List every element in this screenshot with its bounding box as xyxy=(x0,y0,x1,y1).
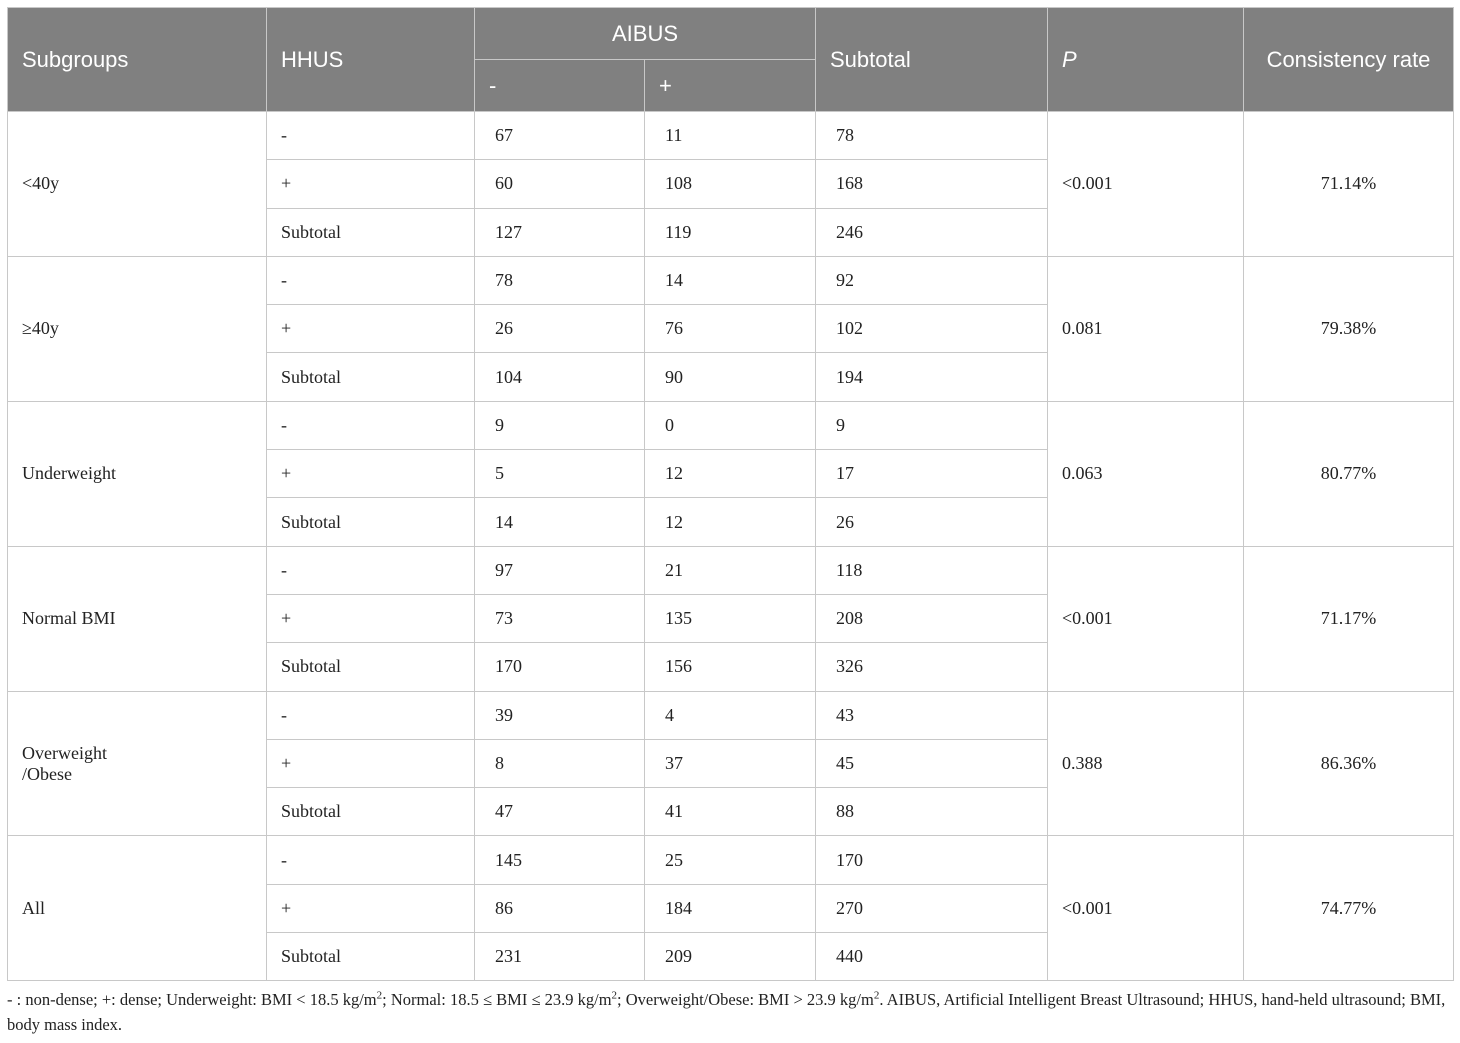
subtotal-cell: 45 xyxy=(816,739,1048,787)
aibus-pos-cell: 0 xyxy=(645,401,816,449)
aibus-neg-cell: 67 xyxy=(475,112,645,160)
consistency-rate-cell: 71.17% xyxy=(1244,546,1454,691)
hhus-cell: Subtotal xyxy=(267,208,475,256)
aibus-neg-cell: 170 xyxy=(475,643,645,691)
aibus-pos-cell: 184 xyxy=(645,884,816,932)
hhus-cell: - xyxy=(267,256,475,304)
hhus-cell: Subtotal xyxy=(267,498,475,546)
header-aibus-negative: - xyxy=(475,60,645,112)
aibus-neg-cell: 127 xyxy=(475,208,645,256)
table-footnote xyxy=(7,987,1453,1037)
subtotal-cell: 88 xyxy=(816,788,1048,836)
subgroup-label: Underweight xyxy=(8,401,267,546)
aibus-pos-cell: 12 xyxy=(645,450,816,498)
subtotal-cell: 246 xyxy=(816,208,1048,256)
hhus-cell: + xyxy=(267,160,475,208)
subtotal-cell: 118 xyxy=(816,546,1048,594)
subtotal-cell: 270 xyxy=(816,884,1048,932)
subgroup-label-line2: /Obese xyxy=(22,763,72,784)
header-aibus: AIBUS xyxy=(475,8,816,60)
p-value-cell: 0.063 xyxy=(1048,401,1244,546)
aibus-neg-cell: 73 xyxy=(475,594,645,642)
aibus-pos-cell: 156 xyxy=(645,643,816,691)
footnote-part1: - : non-dense; +: dense; Underweight: BMI < 18.5 kg/m xyxy=(7,990,377,1009)
subtotal-cell: 168 xyxy=(816,160,1048,208)
subtotal-cell: 326 xyxy=(816,643,1048,691)
subgroup-consistency-table xyxy=(7,7,1454,981)
subtotal-cell: 102 xyxy=(816,305,1048,353)
aibus-neg-cell: 60 xyxy=(475,160,645,208)
table-row xyxy=(8,546,1454,594)
hhus-cell: - xyxy=(267,401,475,449)
hhus-cell: + xyxy=(267,594,475,642)
aibus-neg-cell: 14 xyxy=(475,498,645,546)
aibus-neg-cell: 9 xyxy=(475,401,645,449)
aibus-neg-cell: 26 xyxy=(475,305,645,353)
p-value-cell: <0.001 xyxy=(1048,546,1244,691)
subtotal-cell: 440 xyxy=(816,933,1048,981)
subtotal-cell: 26 xyxy=(816,498,1048,546)
footnote-part2: ; Normal: 18.5 ≤ BMI ≤ 23.9 kg/m xyxy=(382,990,612,1009)
consistency-rate-cell: 79.38% xyxy=(1244,256,1454,401)
aibus-neg-cell: 39 xyxy=(475,691,645,739)
header-p-value: P xyxy=(1048,8,1244,112)
subtotal-cell: 208 xyxy=(816,594,1048,642)
hhus-cell: + xyxy=(267,305,475,353)
header-aibus-positive: + xyxy=(645,60,816,112)
subgroup-label: All xyxy=(8,836,267,981)
aibus-neg-cell: 104 xyxy=(475,353,645,401)
subtotal-cell: 170 xyxy=(816,836,1048,884)
hhus-cell: + xyxy=(267,884,475,932)
hhus-cell: + xyxy=(267,739,475,787)
hhus-cell: - xyxy=(267,112,475,160)
aibus-pos-cell: 25 xyxy=(645,836,816,884)
aibus-neg-cell: 78 xyxy=(475,256,645,304)
aibus-neg-cell: 47 xyxy=(475,788,645,836)
hhus-cell: - xyxy=(267,546,475,594)
aibus-neg-cell: 5 xyxy=(475,450,645,498)
subtotal-cell: 194 xyxy=(816,353,1048,401)
footnote-sup3: 2 xyxy=(873,989,880,1002)
aibus-pos-cell: 119 xyxy=(645,208,816,256)
header-subgroups: Subgroups xyxy=(8,8,267,112)
aibus-pos-cell: 76 xyxy=(645,305,816,353)
footnote-part4: . AIBUS, Artificial Intelligent Breast Ultrasound; HHUS, hand-held ultrasound; BMI, body mass index. xyxy=(7,990,1446,1034)
header-consistency-rate: Consistency rate xyxy=(1244,8,1454,112)
aibus-pos-cell: 135 xyxy=(645,594,816,642)
consistency-rate-cell: 80.77% xyxy=(1244,401,1454,546)
aibus-pos-cell: 37 xyxy=(645,739,816,787)
footnote-sup1: 2 xyxy=(376,989,383,1002)
p-value-cell: <0.001 xyxy=(1048,836,1244,981)
subgroup-label: ≥40y xyxy=(8,256,267,401)
hhus-cell: Subtotal xyxy=(267,353,475,401)
p-value-cell: 0.388 xyxy=(1048,691,1244,836)
aibus-pos-cell: 4 xyxy=(645,691,816,739)
aibus-neg-cell: 145 xyxy=(475,836,645,884)
hhus-cell: + xyxy=(267,450,475,498)
aibus-neg-cell: 8 xyxy=(475,739,645,787)
consistency-rate-cell: 74.77% xyxy=(1244,836,1454,981)
table-row xyxy=(8,401,1454,449)
hhus-cell: - xyxy=(267,836,475,884)
aibus-neg-cell: 231 xyxy=(475,933,645,981)
aibus-pos-cell: 12 xyxy=(645,498,816,546)
consistency-rate-cell: 86.36% xyxy=(1244,691,1454,836)
hhus-cell: Subtotal xyxy=(267,788,475,836)
aibus-neg-cell: 97 xyxy=(475,546,645,594)
aibus-neg-cell: 86 xyxy=(475,884,645,932)
subtotal-cell: 9 xyxy=(816,401,1048,449)
aibus-pos-cell: 41 xyxy=(645,788,816,836)
header-subtotal: Subtotal xyxy=(816,8,1048,112)
hhus-cell: Subtotal xyxy=(267,643,475,691)
table-row xyxy=(8,112,1454,160)
footnote-part3: ; Overweight/Obese: BMI > 23.9 kg/m xyxy=(617,990,874,1009)
subtotal-cell: 78 xyxy=(816,112,1048,160)
subgroup-label: Normal BMI xyxy=(8,546,267,691)
p-value-cell: <0.001 xyxy=(1048,112,1244,257)
subtotal-cell: 43 xyxy=(816,691,1048,739)
subgroup-label: <40y xyxy=(8,112,267,257)
subtotal-cell: 17 xyxy=(816,450,1048,498)
aibus-pos-cell: 14 xyxy=(645,256,816,304)
aibus-pos-cell: 209 xyxy=(645,933,816,981)
subgroup-label-line1: Overweight xyxy=(22,742,107,763)
header-hhus: HHUS xyxy=(267,8,475,112)
table-row xyxy=(8,256,1454,304)
subgroup-label xyxy=(8,691,267,836)
p-value-cell: 0.081 xyxy=(1048,256,1244,401)
table-row xyxy=(8,691,1454,739)
hhus-cell: Subtotal xyxy=(267,933,475,981)
consistency-rate-cell: 71.14% xyxy=(1244,112,1454,257)
subtotal-cell: 92 xyxy=(816,256,1048,304)
hhus-cell: - xyxy=(267,691,475,739)
table-row xyxy=(8,836,1454,884)
aibus-pos-cell: 90 xyxy=(645,353,816,401)
aibus-pos-cell: 108 xyxy=(645,160,816,208)
aibus-pos-cell: 11 xyxy=(645,112,816,160)
aibus-pos-cell: 21 xyxy=(645,546,816,594)
footnote-sup2: 2 xyxy=(611,989,618,1002)
